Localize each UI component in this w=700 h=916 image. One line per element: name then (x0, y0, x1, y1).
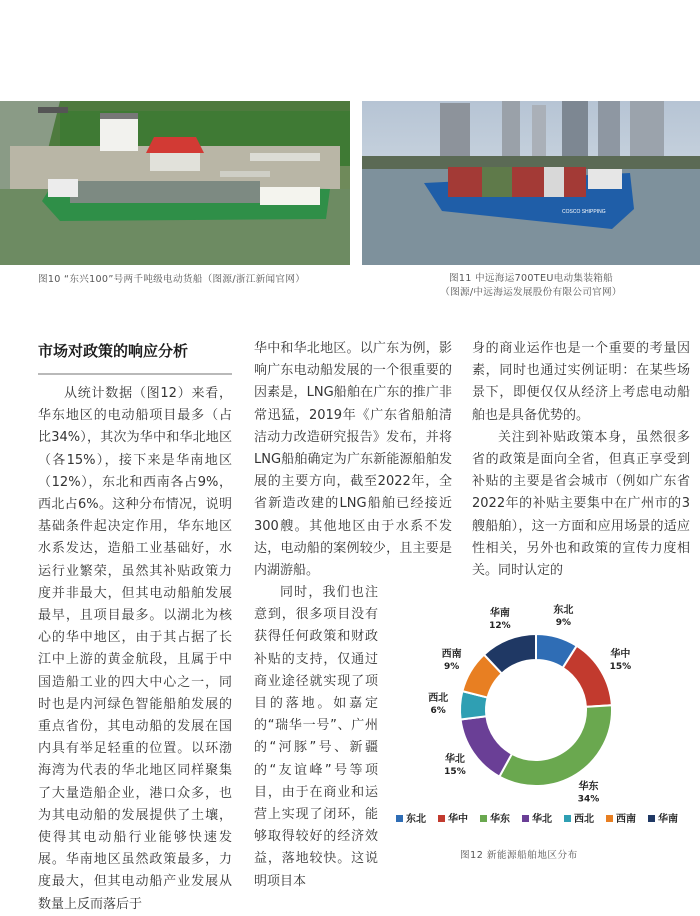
figure12-caption: 图12 新能源船舶地区分布 (460, 850, 578, 861)
legend-label-西北: 西北 (574, 814, 594, 825)
column-3-paragraph-2: 关注到补贴政策本身，虽然很多省的政策是面向全省，但真正享受到补贴的主要是省会城市（例如广东省2022年的补贴主要集中在广州市的3艘船舶），这一方面和应用场景的适应性相关，另外也和政策的宣传力度相关。同时认定的 (472, 429, 690, 579)
figure12-donut-chart (380, 600, 700, 840)
legend-label-华南: 华南 (658, 814, 678, 825)
legend-swatch-华东 (480, 815, 487, 822)
label-西南: 西南 9% (441, 649, 462, 673)
label-西北: 西北 6% (428, 692, 449, 716)
legend-swatch-西南 (606, 815, 613, 822)
legend-swatch-华中 (438, 815, 445, 822)
figure11-photo (362, 101, 700, 265)
legend-swatch-华南 (648, 815, 655, 822)
figure11-caption-line1: 图11 中远海运700TEU电动集装箱船 (448, 273, 614, 284)
column-3 (472, 338, 690, 582)
legend-label-华北: 华北 (532, 814, 552, 825)
legend-swatch-华北 (522, 815, 529, 822)
column-2-top (254, 338, 452, 582)
label-华北: 华北 15% (444, 754, 466, 778)
legend-label-华东: 华东 (490, 814, 510, 825)
slice-华中 (563, 646, 612, 707)
column-2-bottom (254, 582, 378, 893)
legend-label-西南: 西南 (616, 814, 636, 825)
legend-label-华中: 华中 (448, 814, 468, 825)
legend-swatch-西北 (564, 815, 571, 822)
column-1-paragraph: 从统计数据（图12）来看，华东地区的电动船项目最多（占比34%），其次为华中和华北地区（各15%），接下来是华南地区（12%），东北和西南各占9%，西北占6%。这种分布情况，说明基础条件起决定作用，华东地区水系发达，造船工业基础好，水运行业繁荣，虽然其补贴政策力度并非最大，但其电动船舶发展最早，且项目最多。以湖北为核心的华中地区，由于其占据了长江中上游的黄金航段，且属于中国造船工业的四大中心之一，同时也是内河绿色智能船舶发展的重点省份，其电动船的发展在国内具有举足轻重的位置。以环渤海湾为代表的华北地区同样聚集了大量造船企业，港口众多，也为其电动船的发展提供了土壤，使得其电动船行业能够快速发展。华南地区虽然政策最多，力度最大，但其电动船产业发展从数量上反而落后于 (38, 386, 232, 912)
label-华东: 华东 34% (577, 781, 600, 805)
label-东北: 东北 9% (553, 604, 574, 628)
column-1 (38, 383, 232, 916)
slice-华北 (461, 716, 512, 776)
figure10-photo (0, 101, 350, 265)
label-华南: 华南 12% (489, 607, 511, 631)
label-华中: 华中 15% (609, 649, 632, 673)
column-3-paragraph-1: 身的商业运作也是一个重要的考量因素，同时也通过实例证明：在某些场景下，即便仅仅从经济上考虑电动船舶也是具备优势的。 (472, 341, 690, 423)
figure11-caption-line2: （图源/中远海运发展股份有限公司官网） (440, 287, 622, 298)
column-2-paragraph-1: 华中和华北地区。以广东为例，影响广东电动船发展的一个很重要的因素是，LNG船舶在广东的推广非常迅猛，2019年《广东省船舶清洁动力改造研究报告》发布，并将LNG船舶确定为广东新能源船舶发展的主要方向，截至2022年，全省新造改建的LNG船舶已经接近300艘。其他地区由于水系不发达，电动船的案例较少，且主要是内湖游船。 (254, 341, 452, 579)
section-divider (38, 373, 232, 375)
column-2-paragraph-2: 同时，我们也注意到，很多项目没有获得任何政策和财政补贴的支持，仅通过商业途径就实现了项目的落地。如嘉定的“瑞华一号”、广州的“河豚”号、新疆的“友谊峰”号等项目，由于在商业和运营上实现了闭环，能够取得较好的经济效益，落地较快。这说明项目本 (254, 585, 378, 889)
figure10-caption: 图10 “东兴100”号两千吨级电动货船（图源/浙江新闻官网） (38, 274, 306, 285)
ship-label: COSCO SHIPPING (562, 209, 606, 215)
slice-华东 (499, 705, 612, 786)
legend-swatch-东北 (396, 815, 403, 822)
legend-label-东北: 东北 (406, 814, 426, 825)
section-title: 市场对政策的响应分析 (38, 342, 189, 360)
figure11-caption (362, 272, 700, 300)
